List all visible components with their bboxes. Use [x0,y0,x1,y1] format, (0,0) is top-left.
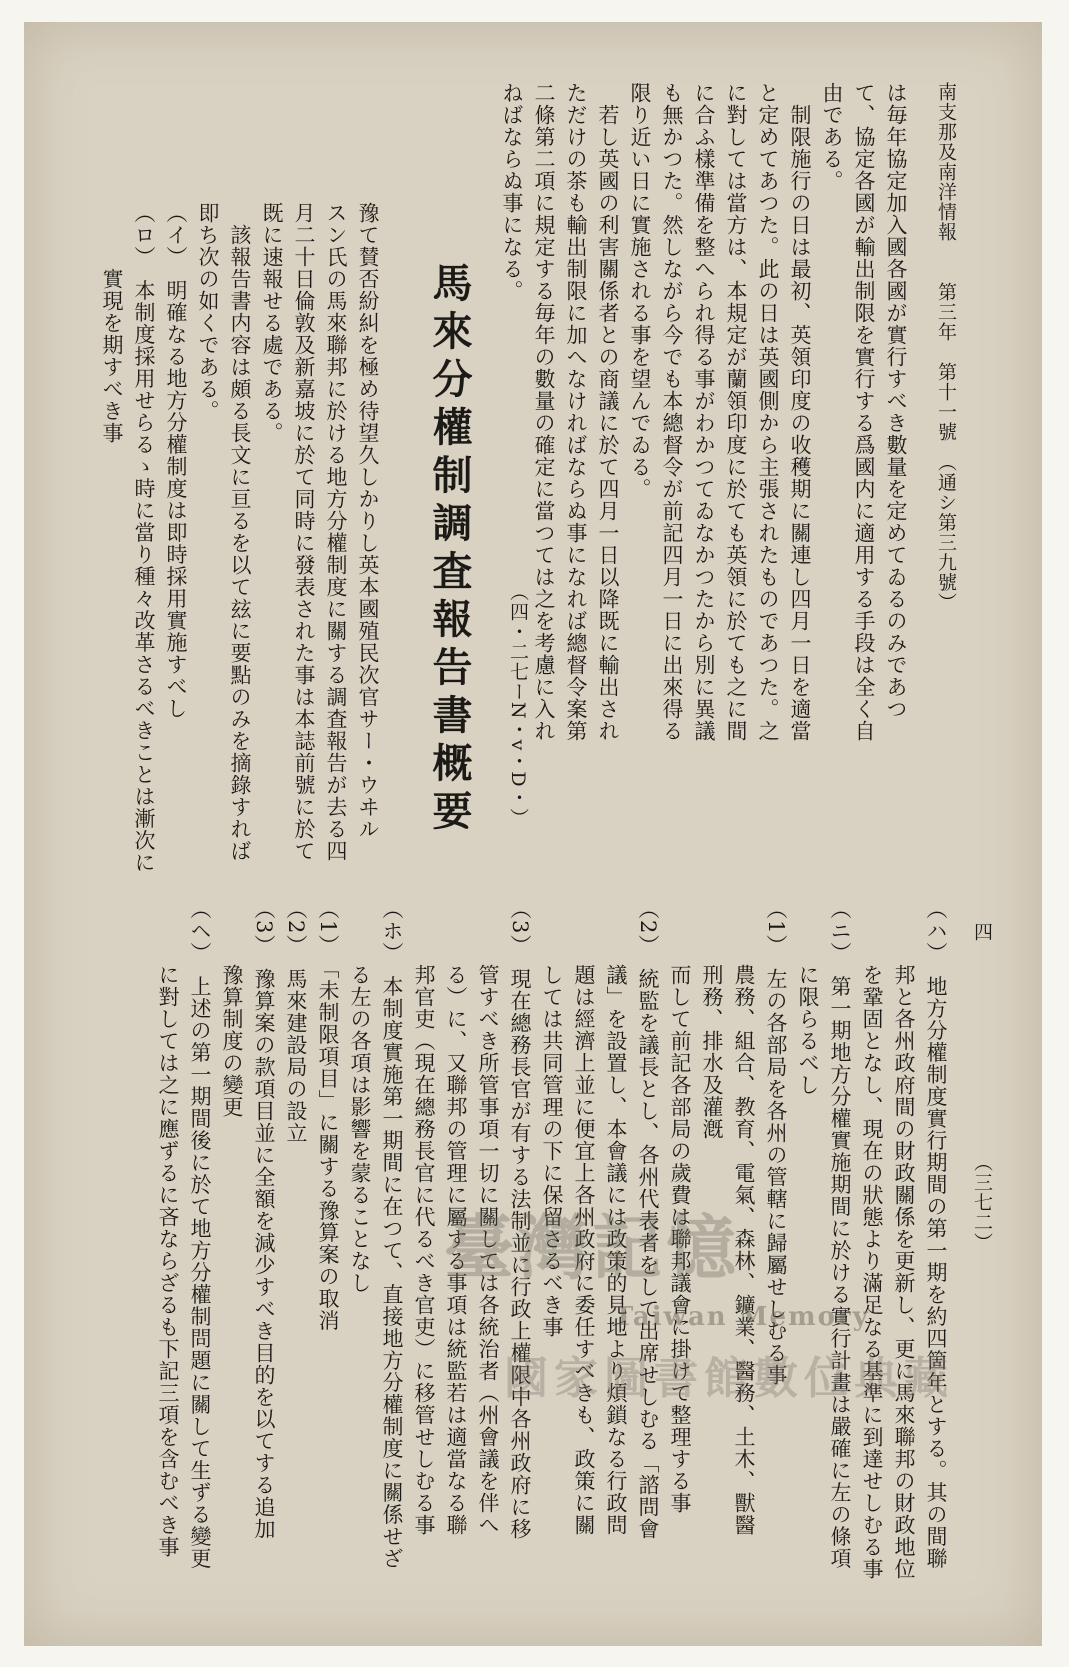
top-section-line: 若し英國の利害關係者との商議に於て四月一日以降既に輸出され [596,82,620,742]
lower-section-line: （1） 左の各部局を各州の管轄に歸屬せしむる事 [764,898,788,1386]
top-section-line: に合ふ樣準備を整へられ得る事がわかつてゐなかつたから別に異議 [692,82,716,742]
lower-section-line: （2） 統監を議長とし、各州代表者をして出席せしむる「諮問會 [636,898,660,1540]
article-body-line: 月二十日倫敦及新嘉坡に於て同時に發表された事は本誌前號に於て [292,202,316,862]
top-section-line: 由である。 [820,82,844,192]
lower-section-line: 豫算制度の變更 [220,898,244,1118]
article-body-line: （イ） 明確なる地方分權制度は即時採用實施すべし [164,202,188,720]
lower-section-line: （ハ） 地方分權制度實行期間の第一期を約四箇年とする。其の間聯 [924,898,948,1570]
lower-section-line: 刑務、排水及灌漑 [700,898,724,1140]
volume-issue: 第三年 第十一號 （通シ第三九號） [935,282,957,613]
article-body-line: 實現を期すべき事 [100,202,124,444]
lower-section-line: （3） 現在總務長官が有する法制並に行政上權限中各州政府に移 [508,898,532,1540]
top-section-line: と定めてあつた。此の日は英國側から主張されたものであつた。之 [756,82,780,742]
article-body [84,202,384,874]
lower-section-line: に限らるべし [796,898,820,1096]
lower-section-line: る）に、又聯邦の管理に屬する事項は統監若は適當なる聯 [444,898,468,1536]
lower-section-line: 管すべき所管事項一切に關しては各統治者（州會議を伴へ [476,898,500,1536]
article-signature: （四・二七ーN・v・D・） [507,582,529,828]
lower-section-line: （2） 馬來建設局の設立 [284,898,308,1144]
article-body-line: スン氏の馬來聯邦に於ける地方分權制度に關する調査報告が去る四 [324,202,348,862]
article-body-line: 既に速報せる處である。 [260,202,284,444]
lower-section-line: 邦と各州政府間の財政關係を更新し、更に馬來聯邦の財政地位 [892,898,916,1580]
lower-section-line: 而して前記各部局の歲費は聯邦議會に掛けて整理する事 [668,898,692,1514]
lower-section-line: 題は經濟上並に便宜上各州政府に委任すべきも、政策に關 [572,898,596,1536]
scanned-page [24,22,1042,1646]
article-body-line: 豫て賛否紛糾を極め待望久しかりし英本國殖民次官サー・ウヰル [356,202,380,840]
lower-section-line: に對しては之に應ずるに吝ならざるも下記三項を含むべき事 [156,898,180,1558]
article-body-line: 即ち次の如くである。 [196,202,220,422]
top-section-line: も無かつた。然しながら今でも本總督令が前記四月一日に出來得る [660,82,684,742]
article-body-line: 該報告書内容は頗る長文に亘るを以て玆に要點のみを摘錄すれば [228,202,252,862]
watermark-chinese: 國家圖書館數位典藏 [504,1353,954,1404]
lower-section-line: を鞏固となし、現在の狀態より滿足なる基準に到達せしむる事 [860,898,884,1580]
lower-section-line: る左の各項は影響を蒙ることなし [348,898,372,1294]
watermark-english: Taiwan Memory [614,1302,870,1332]
lower-section-line: （ニ） 第一期地方分權實施期間に於ける實行計畫は嚴確に左の條項 [828,898,852,1570]
watermark-mark: 臺灣記憶 [444,1206,740,1289]
lower-section-line: （ヘ） 上述の第一期間後に於て地方分權制問題に關して生ずる變更 [188,898,212,1570]
article-body-line: （ロ） 本制度採用せらるゝ時に當り種々改革さるべきことは漸次に [132,202,156,874]
page-kanji: 四 [971,922,993,942]
top-section-line: 二條第二項に規定する毎年の數量の確定に當つては之を考慮に入れ [532,82,556,742]
article-title: 馬來分權制調査報告書概要 [426,262,473,838]
lower-section-line: （3） 豫算案の款項目並に全額を減少すべき目的を以てする追加 [252,898,276,1540]
lower-section-line: 農務、組合、教育、電氣、森林、鑛業、醫務、土木、獸醫 [732,898,756,1536]
lower-section-line: 邦官吏（現在總務長官に代るべき官吏）に移管せしむる事 [412,898,436,1536]
lower-section-line: （ホ） 本制度實施第一期間に在つて、直接地方分權制度に關係せざ [380,898,404,1570]
page-number: （三七二） [971,1162,993,1253]
top-section-line: 制限施行の日は最初、英領印度の收穫期に關連し四月一日を適當 [788,82,812,742]
top-section-line: ただけの茶も輸出制限に加へなければならぬ事になれば總督令案第 [564,82,588,742]
lower-section-line: しては共同管理の下に保留さるべき事 [540,898,564,1338]
top-section-line: 限り近い日に實施される事を望んでゐる。 [628,82,652,500]
top-section-line: ねばならぬ事になる。 [500,82,524,302]
top-section-line: て、協定各國が輸出制限を實行する爲國内に適用する手段は全く自 [852,82,876,742]
top-section-line: に對しては當方は、本規定が蘭領印度に於ても英領に於ても之に間 [724,82,748,742]
lower-section-line: （1） 「未制限項目」に關する豫算案の取消 [316,898,340,1332]
journal-title: 南支那及南洋情報 [935,82,957,242]
library-watermark [444,1192,1004,1404]
lower-section-line: 議」を設置し、本會議には政策的見地より煩鎖なる行政問 [604,898,628,1536]
top-section-line: は毎年協定加入國各國が實行すべき數量を定めてゐるのみであつ [884,82,908,720]
top-section-text [496,82,912,842]
running-header [930,82,962,842]
